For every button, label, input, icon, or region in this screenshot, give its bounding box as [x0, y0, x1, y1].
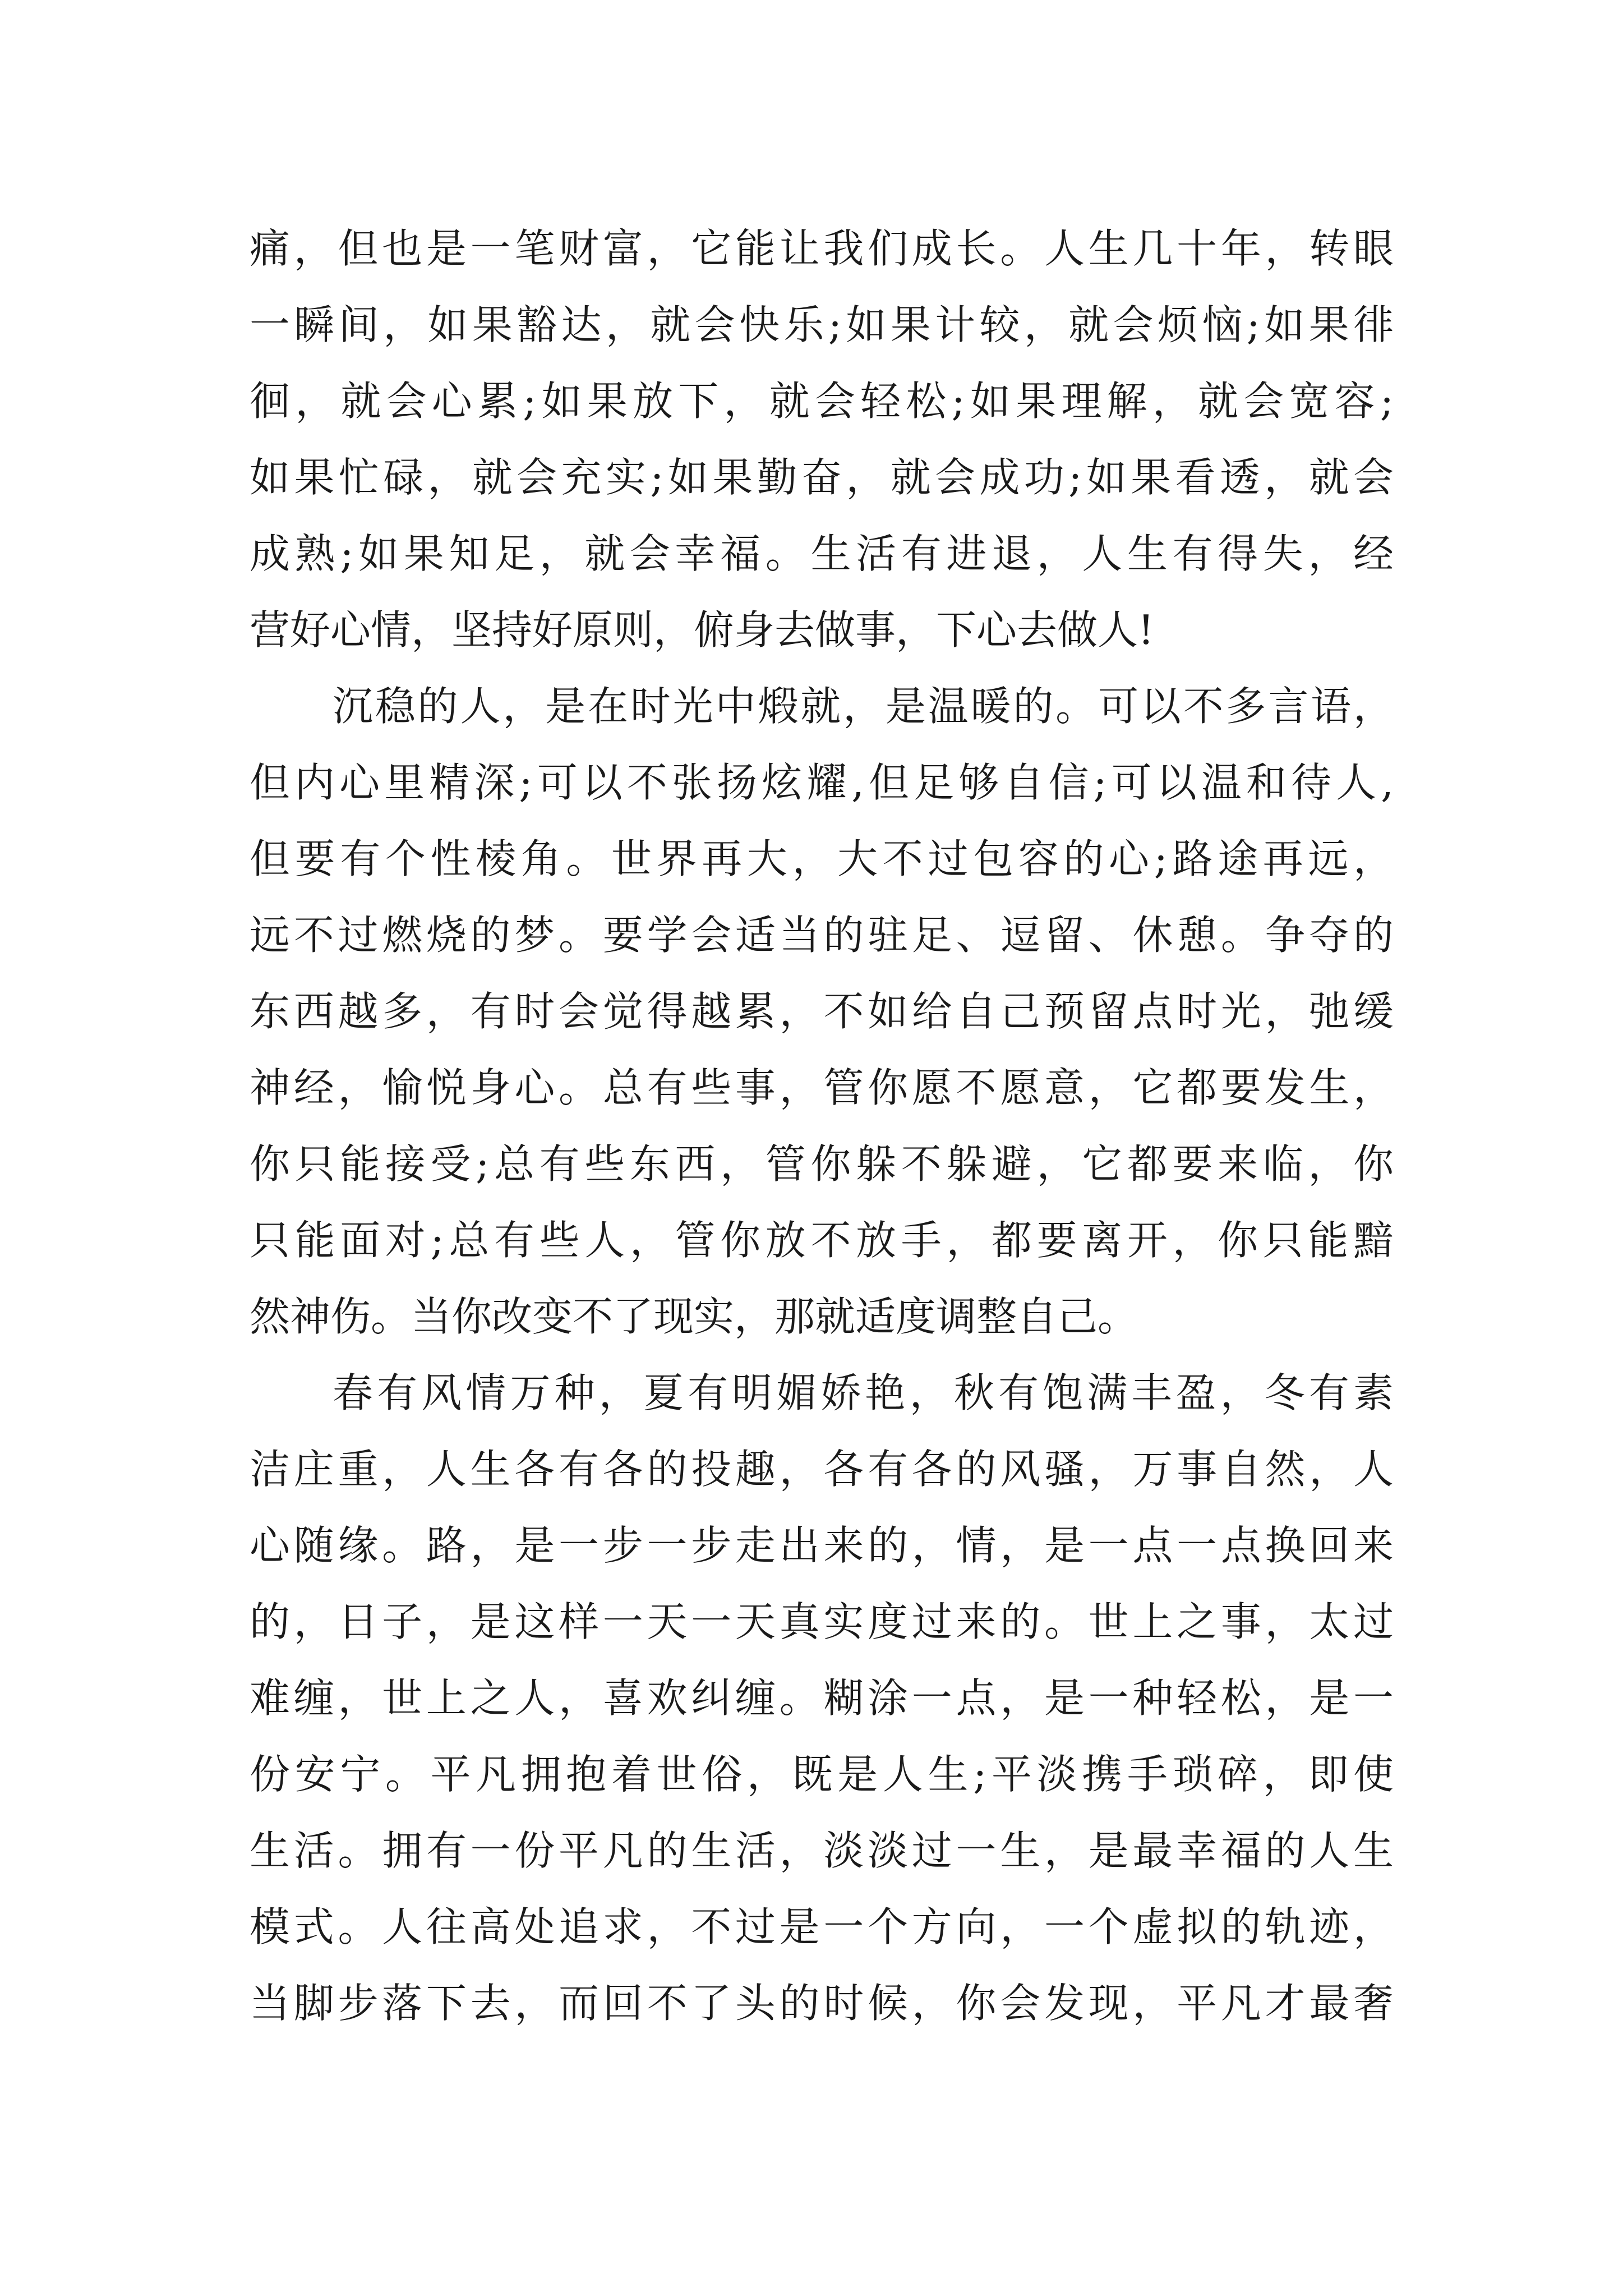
text-line: 当脚步落下去，而回不了头的时候，你会发现，平凡才最奢	[250, 1980, 1394, 2027]
body-text	[250, 210, 1394, 2041]
text-line: 东西越多，有时会觉得越累，不如给自己预留点时光，弛缓	[250, 988, 1394, 1035]
text-line: 徊，就会心累;如果放下，就会轻松;如果理解，就会宽容;	[250, 378, 1394, 425]
text-line: 生活。拥有一份平凡的生活，淡淡过一生，是最幸福的人生	[250, 1827, 1394, 1874]
paragraph-3	[250, 1355, 1394, 2041]
text-line: 洁庄重，人生各有各的投趣，各有各的风骚，万事自然，人	[250, 1446, 1394, 1493]
text-line: 一瞬间，如果豁达，就会快乐;如果计较，就会烦恼;如果徘	[250, 301, 1394, 348]
text-line: 你只能接受;总有些东西，管你躲不躲避，它都要来临，你	[250, 1140, 1394, 1188]
text-line: 只能面对;总有些人，管你放不放手，都要离开，你只能黯	[250, 1217, 1394, 1264]
text-line: 心随缘。路，是一步一步走出来的，情，是一点一点换回来	[250, 1522, 1394, 1569]
text-line: 沉稳的人，是在时光中煅就，是温暖的。可以不多言语，	[333, 683, 1394, 730]
text-line: 但要有个性棱角。世界再大，大不过包容的心;路途再远，	[250, 835, 1394, 882]
text-line: 成熟;如果知足，就会幸福。生活有进退，人生有得失，经	[250, 530, 1394, 577]
text-line: 的，日子，是这样一天一天真实度过来的。世上之事，太过	[250, 1598, 1394, 1645]
text-line: 春有风情万种，夏有明媚娇艳，秋有饱满丰盈，冬有素	[333, 1369, 1394, 1416]
text-line: 神经，愉悦身心。总有些事，管你愿不愿意，它都要发生，	[250, 1064, 1394, 1111]
text-line: 远不过燃烧的梦。要学会适当的驻足、逗留、休憩。争夺的	[250, 912, 1394, 959]
text-line: 难缠，世上之人，喜欢纠缠。糊涂一点，是一种轻松，是一	[250, 1674, 1394, 1722]
text-line: 份安宁。平凡拥抱着世俗，既是人生;平淡携手琐碎，即使	[250, 1751, 1394, 1798]
text-line: 痛，但也是一笔财富，它能让我们成长。人生几十年，转眼	[250, 225, 1394, 272]
text-line: 模式。人往高处追求，不过是一个方向，一个虚拟的轨迹，	[250, 1903, 1394, 1950]
text-line: 但内心里精深;可以不张扬炫耀,但足够自信;可以温和待人,	[250, 759, 1394, 806]
paragraph-1	[250, 210, 1394, 668]
paragraph-2	[250, 668, 1394, 1355]
text-line: 然神伤。当你改变不了现实，那就适度调整自己。	[250, 1293, 1138, 1340]
text-line: 营好心情，坚持好原则，俯身去做事，下心去做人!	[250, 606, 1154, 654]
text-line: 如果忙碌，就会充实;如果勤奋，就会成功;如果看透，就会	[250, 454, 1394, 501]
